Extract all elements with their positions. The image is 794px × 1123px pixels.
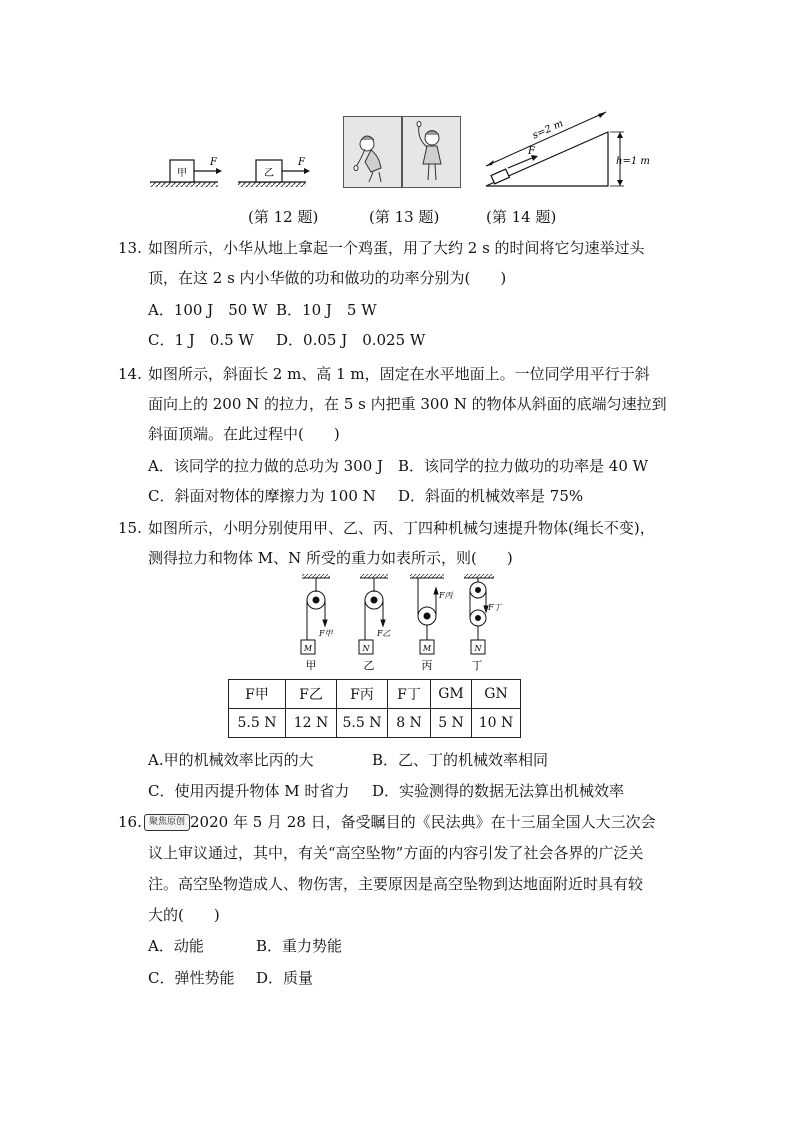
q13-option-d: D．0.05 J 0.025 W bbox=[276, 331, 426, 349]
q15-number: 15. bbox=[118, 519, 142, 537]
q13-number: 13. bbox=[118, 239, 142, 257]
pulley-bing-force: F丙 bbox=[439, 591, 453, 600]
pulley-ding bbox=[464, 574, 494, 654]
q16-option-c: C．弹性势能 bbox=[148, 969, 235, 987]
q14-number: 14. bbox=[118, 365, 142, 383]
q15-value-f-yi: 12 N bbox=[286, 709, 337, 738]
q14-line-3: 斜面顶端。在此过程中( ) bbox=[148, 425, 340, 443]
pulley-yi-force: F乙 bbox=[377, 629, 391, 638]
pulley-ding-mass: N bbox=[474, 644, 482, 653]
force-label-jia: F bbox=[210, 157, 217, 168]
pulley-ding-force: F丁 bbox=[488, 603, 502, 612]
q16-option-a: A．动能 bbox=[148, 937, 204, 955]
q15-header-f-jia: F甲 bbox=[229, 680, 286, 709]
pulley-ding-label: 丁 bbox=[471, 659, 483, 672]
q15-option-c: C．使用丙提升物体 M 时省力 bbox=[148, 782, 350, 800]
q16-line-4: 大的( ) bbox=[148, 906, 220, 924]
q13-line-1: 如图所示，小华从地上拿起一个鸡蛋，用了大约 2 s 的时间将它匀速举过头 bbox=[148, 239, 645, 257]
q14-line-1: 如图所示，斜面长 2 m、高 1 m，固定在水平地面上。一位同学用平行于斜 bbox=[148, 365, 650, 383]
q15-header-g-n: GN bbox=[472, 680, 521, 709]
ground-jia bbox=[150, 182, 218, 187]
q15-value-f-bing: 5.5 N bbox=[337, 709, 388, 738]
pulley-yi-mass: N bbox=[362, 644, 370, 653]
q15-value-f-jia: 5.5 N bbox=[229, 709, 286, 738]
q15-option-d: D．实验测得的数据无法算出机械效率 bbox=[372, 782, 625, 800]
q15-header-f-yi: F乙 bbox=[286, 680, 337, 709]
q13-option-c: C．1 J 0.5 W bbox=[148, 331, 254, 349]
q16-option-b: B．重力势能 bbox=[256, 937, 343, 955]
q15-option-a: A.甲的机械效率比丙的大 bbox=[148, 751, 314, 769]
figure-q14 bbox=[482, 104, 652, 194]
q13-option-a: A．100 J 50 W bbox=[148, 301, 268, 319]
original-question-badge: 聚焦原创 bbox=[144, 814, 190, 831]
force-label-yi: F bbox=[298, 157, 305, 168]
q13-line-2: 顶，在这 2 s 内小华做的功和做功的功率分别为( ) bbox=[148, 269, 507, 287]
q16-line-3: 注。高空坠物造成人、物伤害，主要原因是高空坠物到达地面附近时具有较 bbox=[148, 875, 644, 893]
pulley-bing-mass: M bbox=[422, 644, 432, 653]
q16-option-d: D．质量 bbox=[256, 969, 314, 987]
height-label: h=1 m bbox=[616, 156, 650, 167]
pulley-bing-label: 丙 bbox=[421, 659, 433, 672]
q16-line-2: 议上审议通过，其中，有关“高空坠物”方面的内容引发了社会各界的广泛关 bbox=[148, 844, 644, 862]
q15-table-value-row bbox=[229, 709, 521, 738]
figure-q15-pulleys bbox=[286, 572, 512, 678]
q15-value-g-n: 10 N bbox=[472, 709, 521, 738]
figure-captions bbox=[0, 206, 794, 226]
q14-option-a: A．该同学的拉力做的总功为 300 J bbox=[148, 457, 384, 475]
q15-line-2: 测得拉力和物体 M、N 所受的重力如表所示，则( ) bbox=[148, 549, 513, 567]
caption-q12: (第 12 题) bbox=[248, 208, 319, 226]
q14-option-b: B．该同学的拉力做功的功率是 40 W bbox=[398, 457, 649, 475]
pulley-bing bbox=[410, 574, 444, 654]
figure-q13-photo bbox=[343, 116, 461, 188]
pulley-jia-label: 甲 bbox=[305, 659, 317, 672]
q15-option-b: B．乙、丁的机械效率相同 bbox=[372, 751, 549, 769]
pulley-jia-mass: M bbox=[303, 644, 313, 653]
q15-line-1: 如图所示，小明分别使用甲、乙、丙、丁四种机械匀速提升物体(绳长不变)， bbox=[148, 519, 655, 537]
q15-header-g-m: GM bbox=[431, 680, 472, 709]
slope-length-label: s=2 m bbox=[530, 118, 566, 142]
block-jia-label: 甲 bbox=[177, 168, 187, 179]
caption-q14: (第 14 题) bbox=[486, 208, 557, 226]
pulley-jia-force: F甲 bbox=[319, 629, 333, 638]
q16-line-1: 2020 年 5 月 28 日，备受瞩目的《民法典》在十三届全国人大三次会 bbox=[190, 813, 656, 831]
q13-option-b: B．10 J 5 W bbox=[276, 301, 377, 319]
q15-value-f-ding: 8 N bbox=[388, 709, 431, 738]
caption-q13: (第 13 题) bbox=[369, 208, 440, 226]
q14-option-c: C．斜面对物体的摩擦力为 100 N bbox=[148, 487, 376, 505]
block-yi-label: 乙 bbox=[264, 168, 274, 179]
incline-force-label: F bbox=[528, 146, 535, 157]
pulley-yi-label: 乙 bbox=[363, 659, 375, 672]
q15-table-header-row bbox=[229, 680, 521, 709]
q15-header-f-bing: F丙 bbox=[337, 680, 388, 709]
q14-line-2: 面向上的 200 N 的拉力，在 5 s 内把重 300 N 的物体从斜面的底端匀速拉到 bbox=[148, 395, 667, 413]
pulley-jia bbox=[301, 574, 330, 654]
q15-data-table bbox=[228, 679, 521, 738]
ground-yi bbox=[238, 182, 306, 187]
q15-header-f-ding: F丁 bbox=[388, 680, 431, 709]
q16-number: 16. bbox=[118, 813, 142, 831]
incline-force-arrow bbox=[508, 158, 532, 168]
pulley-yi bbox=[359, 574, 388, 654]
q15-value-g-m: 5 N bbox=[431, 709, 472, 738]
q14-option-d: D．斜面的机械效率是 75% bbox=[398, 487, 584, 505]
figure-q12 bbox=[148, 150, 318, 192]
